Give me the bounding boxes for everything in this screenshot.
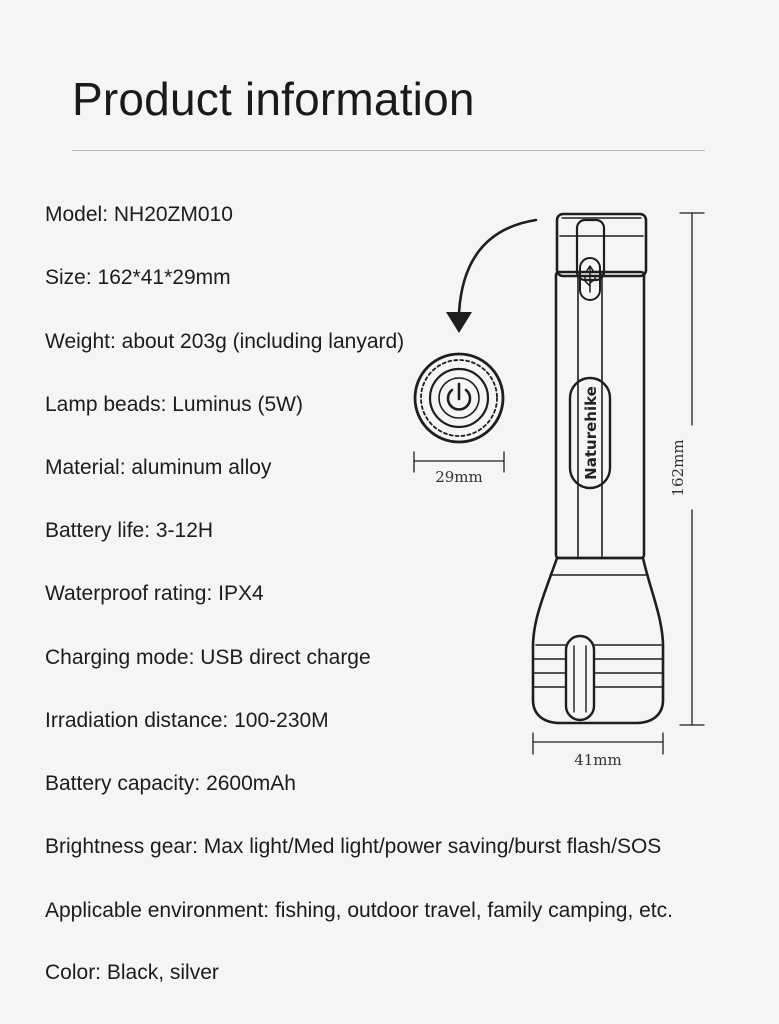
spec-material: Material: aluminum alloy (45, 456, 272, 479)
spec-waterproof: Waterproof rating: IPX4 (45, 582, 264, 605)
brand-logo-text: Naturehike (582, 386, 600, 480)
spec-size: Size: 162*41*29mm (45, 266, 231, 289)
spec-model: Model: NH20ZM010 (45, 203, 233, 226)
spec-color: Color: Black, silver (45, 961, 219, 984)
spec-environment: Applicable environment: fishing, outdoor travel, family camping, etc. (45, 899, 673, 922)
spec-irradiation: Irradiation distance: 100-230M (45, 709, 329, 732)
button-end-view (415, 354, 503, 442)
diameter-label: 41mm (574, 751, 622, 769)
spec-weight: Weight: about 203g (including lanyard) (45, 330, 405, 353)
spec-lamp-beads: Lamp beads: Luminus (5W) (45, 393, 303, 416)
page-title: Product information (72, 73, 475, 125)
button-size-label: 29mm (435, 468, 483, 486)
spec-battery-capacity: Battery capacity: 2600mAh (45, 772, 296, 795)
spec-battery-life: Battery life: 3-12H (45, 519, 214, 542)
length-label: 162mm (669, 439, 687, 497)
spec-brightness: Brightness gear: Max light/Med light/power saving/burst flash/SOS (45, 835, 662, 858)
power-icon (448, 384, 470, 409)
curved-arrow-icon (446, 220, 536, 333)
spec-charging-mode: Charging mode: USB direct charge (45, 646, 371, 669)
